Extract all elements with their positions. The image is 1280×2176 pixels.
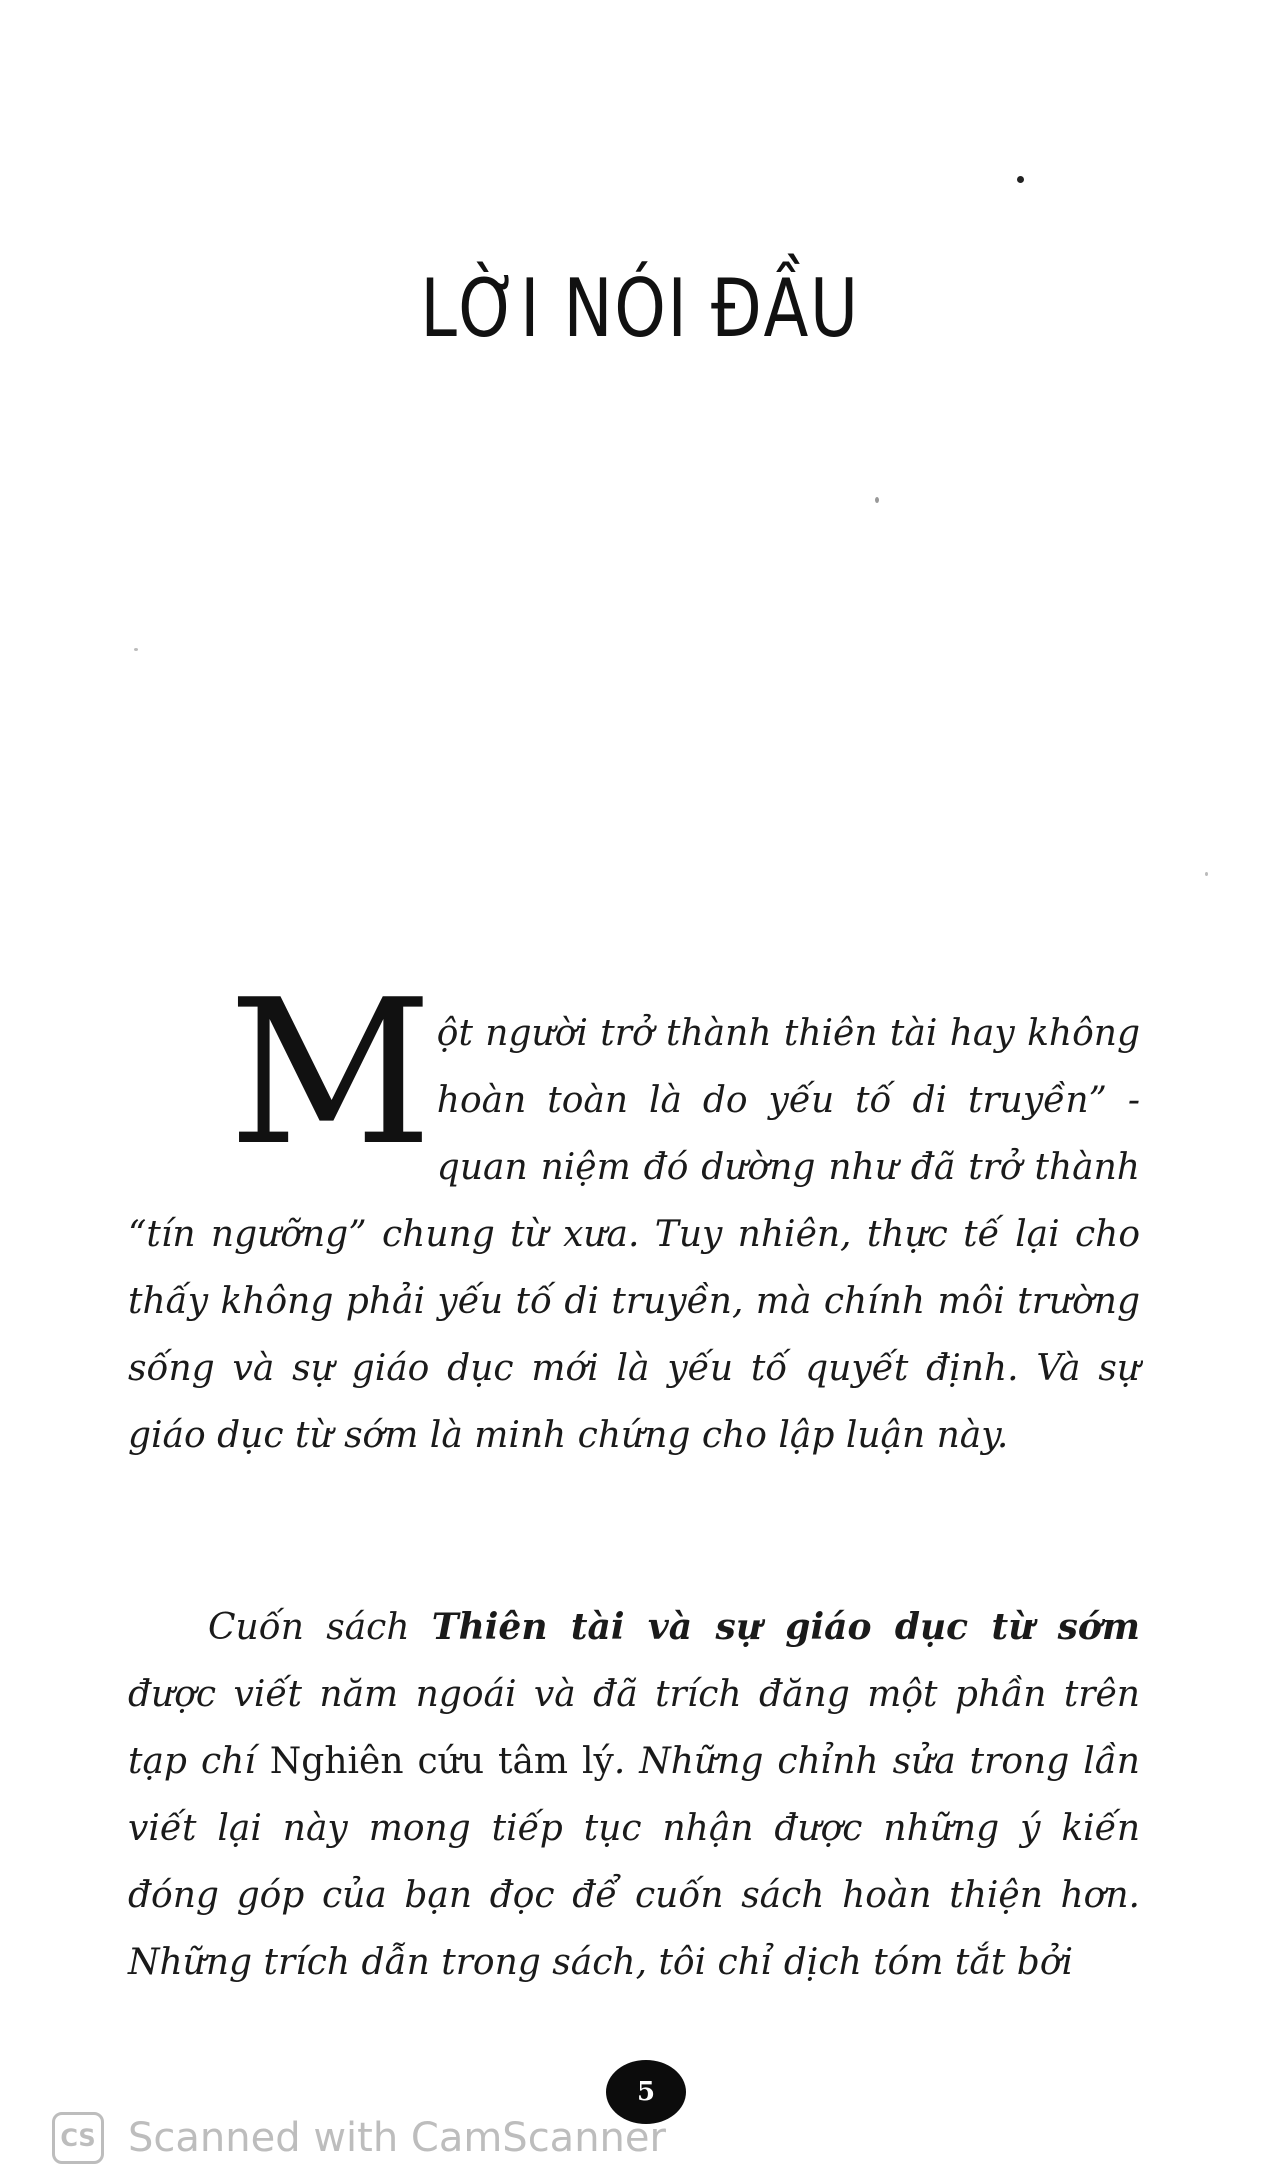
paragraph-2-mid: được viết năm ngoái và đã trích đăng một phần trên tạp chí: [128, 1674, 1140, 1782]
watermark-text: Scanned with CamScanner: [128, 2115, 666, 2161]
scan-speck: [1017, 176, 1024, 183]
page-title: LỜI NÓI ĐẦU: [420, 262, 860, 355]
scan-speck: [1205, 872, 1208, 876]
scan-speck: [875, 497, 879, 503]
drop-cap: M: [228, 957, 433, 1190]
paragraph-1: [128, 957, 1140, 1469]
page-number-badge: 5: [606, 2060, 686, 2124]
paragraph-2-tail: . Những chỉnh sửa trong lần viết lại này mong tiếp tục nhận được những ý kiến đóng góp của bạn đọc để cuốn sách hoàn thiện hơn. Những trích dẫn trong sách, tôi chỉ dịch tóm tắt bởi: [128, 1741, 1140, 1983]
journal-name: Nghiên cứu tâm lý: [269, 1741, 614, 1782]
paragraph-2-lead: Cuốn sách: [208, 1607, 432, 1648]
camscanner-logo-icon: CS: [52, 2112, 104, 2164]
paragraph-1-text: ột người trở thành thiên tài hay không hoàn toàn là do yếu tố di truyền” - quan niệm đó dường như đã trở thành “tín ngưỡng” chung từ xưa. Tuy nhiên, thực tế lại cho thấy không phải yếu tố di truyền, mà chính môi trường sống và sự giáo dục mới là yếu tố quyết định. Và sự giáo dục từ sớm là minh chứng cho lập luận này.: [128, 1013, 1140, 1456]
book-title: Thiên tài và sự giáo dục từ sớm: [431, 1606, 1140, 1648]
paragraph-2: [128, 1594, 1140, 1996]
scan-speck: [134, 648, 138, 651]
camscanner-watermark: [52, 2108, 666, 2168]
